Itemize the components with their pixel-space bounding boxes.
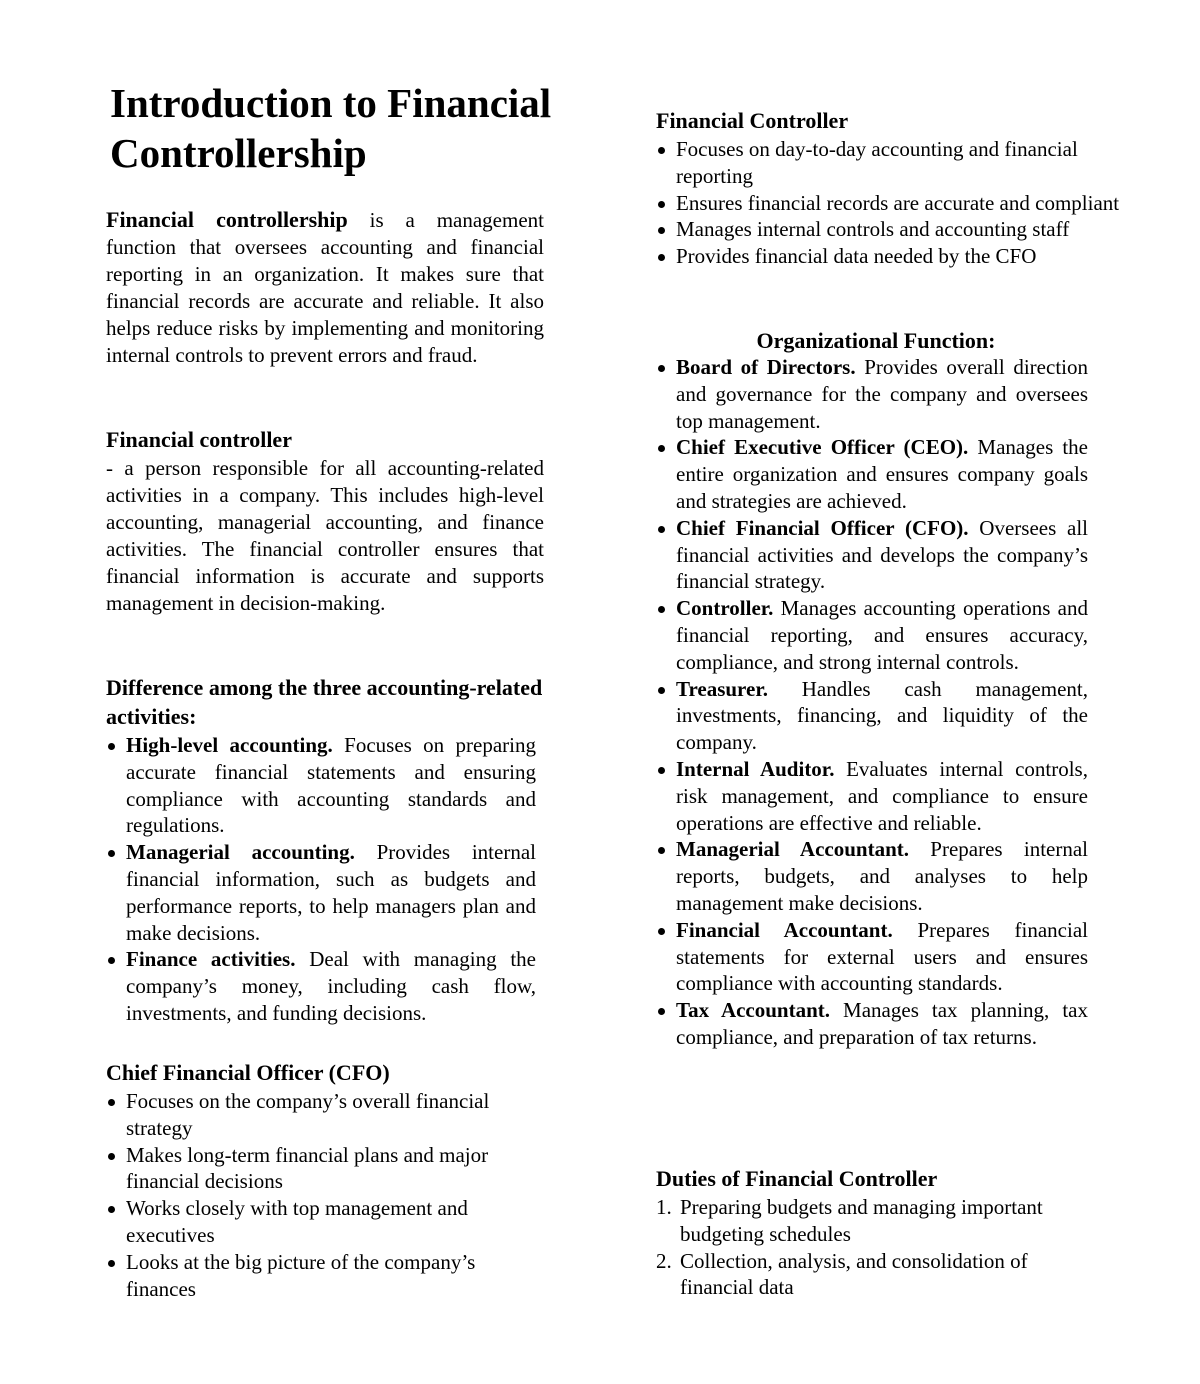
- list-item: [106, 732, 536, 839]
- difference-text: Deal with managing the company’s money, including cash flow, investments, and funding decisions.: [126, 947, 536, 1025]
- fc-heading: Financial Controller: [656, 108, 849, 133]
- differences-list: [106, 732, 536, 1027]
- list-item: Ensures financial records are accurate and compliant: [656, 190, 1134, 217]
- duty-number: 2.: [656, 1248, 672, 1273]
- page-title: Introduction to Financial Controllership: [110, 80, 552, 176]
- org-text: Manages tax planning, tax compliance, and preparation of tax returns.: [676, 998, 1088, 1049]
- list-item: Looks at the big picture of the company’s finances: [106, 1249, 538, 1303]
- difference-term: Finance activities.: [126, 947, 296, 972]
- cfo-heading: Chief Financial Officer (CFO): [106, 1060, 390, 1085]
- controller-heading: Financial controller: [106, 427, 292, 452]
- intro-text: is a management function that oversees accounting and financial reporting in an organization. It makes sure that financial records are accurate and reliable. It also helps reduce risks by implementing and monitoring internal controls to prevent errors and fraud.: [106, 208, 544, 367]
- org-term: Board of Directors.: [676, 355, 856, 379]
- list-item: [656, 595, 1088, 675]
- differences-heading: Difference among the three accounting-related activities:: [106, 675, 543, 729]
- org-term: Tax Accountant.: [676, 998, 831, 1023]
- difference-term: Managerial accounting.: [126, 840, 355, 865]
- list-item: Provides financial data needed by the CFO: [656, 243, 1134, 270]
- org-term: Financial Accountant.: [676, 917, 893, 942]
- org-list: [656, 354, 1088, 1051]
- org-text: Provides overall direction and governance for the company and oversees top management.: [676, 355, 1088, 433]
- org-text: Prepares internal reports, budgets, and analyses to help management make decisions.: [676, 837, 1088, 915]
- list-item: [656, 997, 1088, 1051]
- org-term: Managerial Accountant.: [676, 837, 910, 862]
- duties-list: [656, 1194, 1096, 1301]
- intro-term: Financial controllership: [106, 207, 348, 232]
- org-term: Treasurer.: [676, 676, 768, 701]
- cfo-list: [106, 1088, 538, 1302]
- list-item: [656, 917, 1088, 997]
- duty-text: Preparing budgets and managing important budgeting schedules: [680, 1195, 1043, 1246]
- org-text: Evaluates internal controls, risk management, and compliance to ensure operations are effective and reliable.: [676, 756, 1088, 835]
- list-item: [106, 839, 536, 946]
- list-item: [106, 946, 536, 1026]
- org-text: Prepares financial statements for external users and ensures compliance with accounting standards.: [676, 917, 1088, 996]
- duty-number: 1.: [656, 1195, 672, 1219]
- list-item: [656, 676, 1088, 756]
- list-item: [656, 836, 1088, 916]
- org-term: Chief Executive Officer (CEO).: [676, 435, 969, 460]
- org-text: Manages the entire organization and ensures company goals and strategies are achieved.: [676, 435, 1089, 513]
- org-term: Chief Financial Officer (CFO).: [676, 515, 969, 540]
- org-text: Handles cash management, investments, financing, and liquidity of the company.: [676, 676, 1088, 755]
- difference-text: Focuses on preparing accurate financial statements and ensuring compliance with accounting standards and regulations.: [126, 733, 536, 838]
- duty-text: Collection, analysis, and consolidation of financial data: [680, 1248, 1028, 1300]
- controller-definition: - a person responsible for all accounting-related activities in a company. This includes high-level accounting, managerial accounting, and finance activities. The financial controller ensures that financial information is accurate and supports management in decision-making.: [106, 456, 544, 615]
- list-item: [656, 354, 1088, 434]
- list-item: [656, 515, 1088, 595]
- list-item: Makes long-term financial plans and major financial decisions: [106, 1142, 538, 1196]
- list-item: Focuses on day-to-day accounting and financial reporting: [656, 136, 1134, 190]
- list-item: [656, 434, 1088, 514]
- org-text: Manages accounting operations and financial reporting, and ensures accuracy, compliance, and strong internal controls.: [676, 596, 1088, 674]
- org-text: Oversees all financial activities and develops the company’s financial strategy.: [676, 515, 1088, 594]
- list-item: Manages internal controls and accounting staff: [656, 216, 1134, 243]
- org-heading: Organizational Function:: [756, 328, 996, 353]
- list-item: [656, 1248, 1096, 1302]
- list-item: [656, 1194, 1096, 1248]
- org-term: Internal Auditor.: [676, 756, 835, 781]
- org-term: Controller.: [676, 596, 774, 621]
- list-item: Works closely with top management and executives: [106, 1195, 538, 1249]
- list-item: [656, 756, 1088, 836]
- difference-term: High-level accounting.: [126, 733, 333, 757]
- intro-paragraph: [106, 206, 544, 369]
- difference-text: Provides internal financial information, such as budgets and performance reports, to help managers plan and make decisions.: [126, 840, 536, 945]
- list-item: Focuses on the company’s overall financial strategy: [106, 1088, 538, 1142]
- duties-heading: Duties of Financial Controller: [656, 1166, 938, 1191]
- fc-list: [656, 136, 1134, 270]
